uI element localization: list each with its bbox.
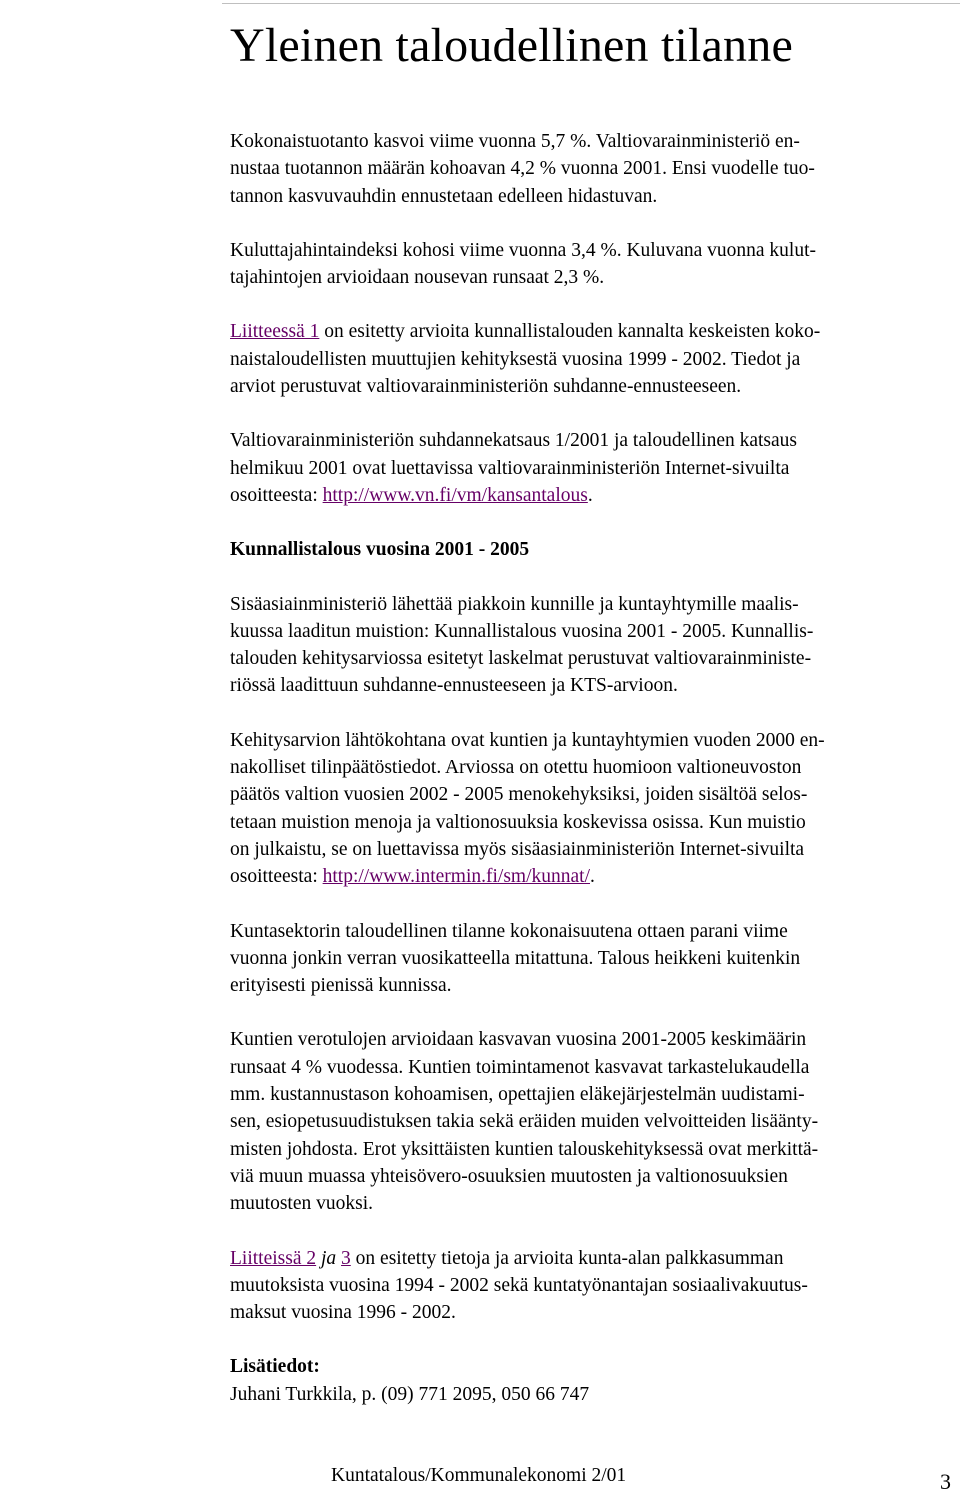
paragraph-municipal-sector: Kuntasektorin taloudellinen tilanne kokonaisuutena ottaen parani viime vuonna jonkin verran vuosikatteella mitattuna. Talous heikkeni kuitenkin erityisesti pienissä kunnissa. <box>230 920 801 997</box>
appendix-1-link[interactable]: Liitteessä 1 <box>230 321 320 343</box>
paragraph-production: Kokonaistuotanto kasvoi viime vuonna 5,7 %. Valtiovarainministeriö en- nustaa tuotannon määrän kohoavan 4,2 % vuonna 2001. Ensi vuodelle tuo- tannon kasvuvauhdin ennustetaan edelleen hidastuvan. <box>230 131 815 207</box>
intermin-kunnat-link[interactable]: http://www.intermin.fi/sm/kunnat/ <box>322 866 590 888</box>
section-subheading: Kunnallistalous vuosina 2001 - 2005 <box>230 539 530 561</box>
paragraph-memo: Sisäasiainministeriö lähettää piakkoin kunnille ja kuntayhtymille maalis- kuussa laaditun muistion: Kunnallistalous vuosina 2001 - 2005. Kunnallis- talouden kehitysarviossa esitetyt laskelmat perustuvat valtiovarainministe- riössä laadittuun suhdanne-ennusteeseen ja KTS-arvioon. <box>230 593 814 697</box>
vm-kansantalous-link[interactable]: http://www.vn.fi/vm/kansantalous <box>322 484 588 506</box>
paragraph-ministry-review: Valtiovarainministeriön suhdannekatsaus 1/2001 ja taloudellinen katsaus helmikuu 2001 ovat luettavissa valtiovarainministeriön Internet-sivuilta osoitteesta: http://www.vn.fi/vm/kansantalous. <box>230 430 798 506</box>
paragraph-development-estimate: Kehitysarvion lähtökohtana ovat kuntien ja kuntayhtymien vuoden 2000 en- nakolliset tilinpäätöstiedot. Arviossa on otettu huomioon valtioneuvoston päätös valtion vuosien 2002 - 2005 menokehyksiksi, joiden sisältöä selos- tetaan muistion menoja ja valtionosuuksia koskevissa osissa. Kun muistio on julkaistu, se on luettavissa myös sisäasiainministeriön Internet-sivuilta osoitteesta: http://www.intermin.fi/sm/kunnat/. <box>230 729 825 888</box>
top-rule <box>222 3 960 4</box>
page-number: 3 <box>940 1469 951 1494</box>
contact-line: Juhani Turkkila, p. (09) 771 2095, 050 66 747 <box>230 1383 590 1405</box>
appendix-2-link[interactable]: Liitteissä 2 <box>230 1247 317 1269</box>
footer-publication: Kuntatalous/Kommunalekonomi 2/01 <box>331 1465 627 1486</box>
body-content <box>230 128 945 1408</box>
paragraph-tax-revenue: Kuntien verotulojen arvioidaan kasvavan vuosina 2001-2005 keskimäärin runsaat 4 % vuodessa. Kuntien toimintamenot kasvavat tarkastelukaudella mm. kustannustason kohoamisen, opettajien eläkejärjestelmän uudistami- sen, esiopetusuudistuksen takia sekä eräiden muiden velvoitteiden lisäänty- misten johdosta. Erot yksittäisten kuntien talouskehityksessä ovat merkittä- viä muun muassa yhteisövero-osuuksien muutosten ja valtionosuuksien muutosten vuoksi. <box>230 1029 819 1215</box>
paragraph-appendix-1: Liitteessä 1 on esitetty arvioita kunnallistalouden kannalta keskeisten koko- naistaloudellisten muuttujien kehityksestä vuosina 1999 - 2002. Tiedot ja arviot perustuvat valtiovarainministeriön suhdanne-ennusteeseen. <box>230 321 821 398</box>
appendix-3-link[interactable]: 3 <box>341 1247 351 1269</box>
contact-heading: Lisätiedot: <box>230 1356 320 1378</box>
paragraph-appendices-2-3: Liitteissä 2 ja 3 on esitetty tietoja ja arvioita kunta-alan palkkasumman muutoksista vuosina 1994 - 2002 sekä kuntatyönantajan sosiaalivakuutus- maksut vuosina 1996 - 2002. <box>230 1247 808 1324</box>
paragraph-consumer-prices: Kuluttajahintaindeksi kohosi viime vuonna 3,4 %. Kuluvana vuonna kulut- tajahintojen arvioidaan nousevan runsaat 2,3 %. <box>230 239 816 289</box>
page-title: Yleinen taloudellinen tilanne <box>230 19 793 72</box>
